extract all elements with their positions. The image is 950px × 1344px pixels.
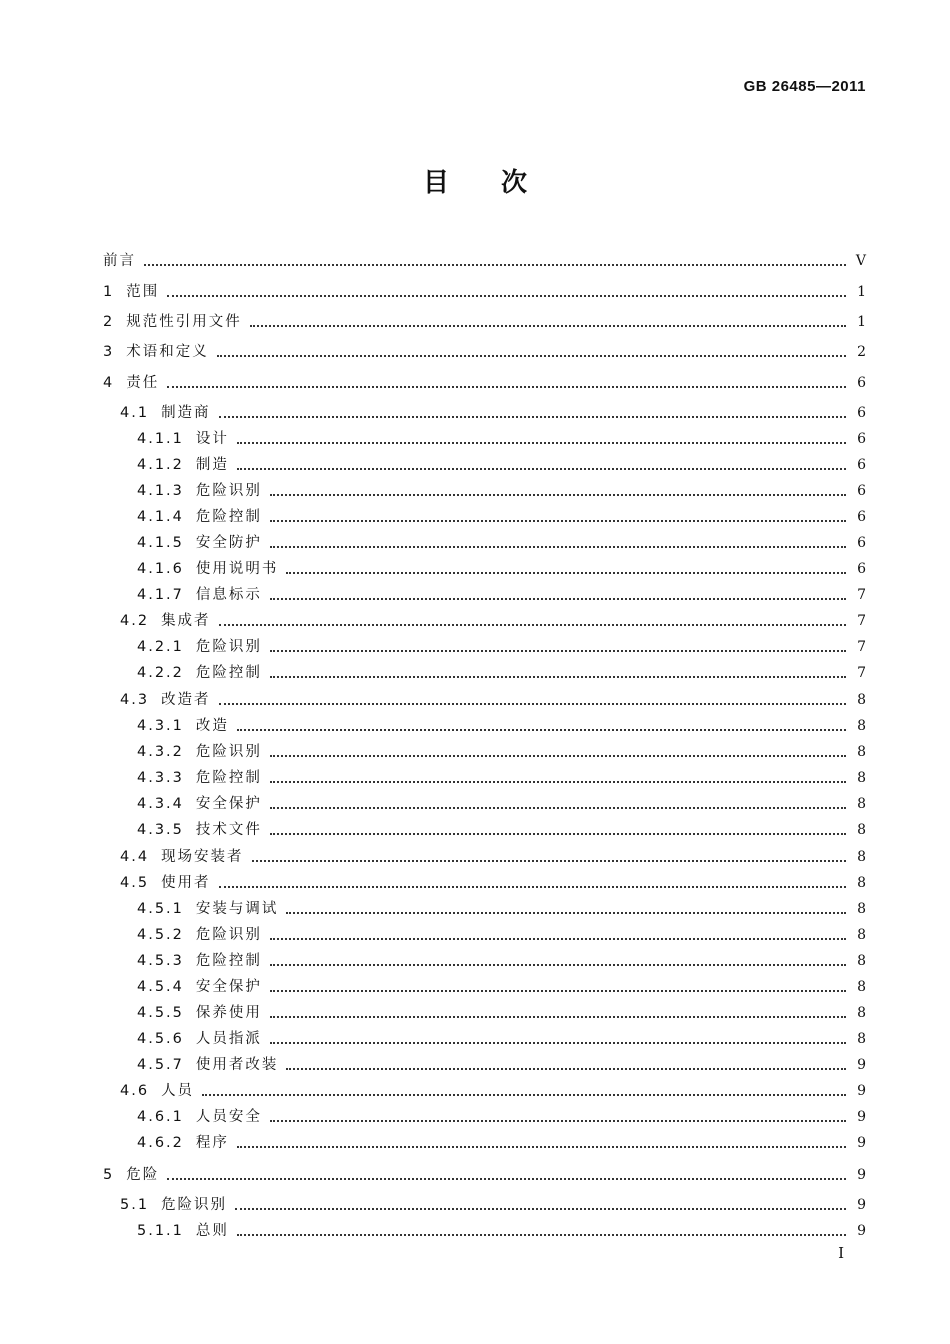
toc-dot-leader xyxy=(270,1015,846,1018)
toc-dot-leader xyxy=(286,1067,846,1070)
toc-entry-number: 4.5.7 xyxy=(137,1057,184,1073)
toc-entry-title: 使用说明书 xyxy=(195,561,279,577)
toc-entry[interactable] xyxy=(120,685,866,709)
toc-entry[interactable] xyxy=(120,1190,866,1214)
toc-entry-title: 安装与调试 xyxy=(195,901,279,917)
toc-dot-leader xyxy=(237,441,846,444)
toc-entry-number: 4.5.3 xyxy=(137,953,184,969)
toc-entry-page: 9 xyxy=(857,1197,866,1213)
toc-entry[interactable] xyxy=(103,368,866,392)
toc-entry[interactable] xyxy=(137,1102,866,1126)
toc-entry-title: 信息标示 xyxy=(195,587,262,603)
toc-entry-page: 6 xyxy=(857,405,866,421)
toc-entry-title: 使用者 xyxy=(161,875,211,891)
toc-entry-title: 安全保护 xyxy=(195,796,262,812)
toc-dot-leader xyxy=(286,571,846,574)
toc-dot-leader xyxy=(167,385,846,388)
toc-entry-number: 5.1 xyxy=(120,1197,150,1213)
toc-entry[interactable] xyxy=(137,450,866,474)
page-number: I xyxy=(838,1244,844,1262)
toc-entry-title: 责任 xyxy=(126,375,160,391)
toc-entry-number: 4.5.4 xyxy=(137,979,184,995)
toc-entry-page: 9 xyxy=(857,1223,866,1239)
toc-entry[interactable] xyxy=(120,868,866,892)
toc-entry-title: 人员 xyxy=(161,1083,195,1099)
toc-entry-title: 使用者改装 xyxy=(195,1057,279,1073)
toc-entry-title: 危险识别 xyxy=(161,1197,228,1213)
toc-entry-title: 危险控制 xyxy=(195,509,262,525)
toc-entry-page: 8 xyxy=(857,927,866,943)
toc-dot-leader xyxy=(286,911,846,914)
toc-entry-number: 4.1.7 xyxy=(137,587,184,603)
toc-entry-number: 4.1 xyxy=(120,405,150,421)
toc-entry-page: 9 xyxy=(857,1109,866,1125)
toc-entry-page: 8 xyxy=(857,718,866,734)
toc-entry-page: 6 xyxy=(857,457,866,473)
toc-entry-page: 1 xyxy=(857,284,866,300)
toc-entry-title: 术语和定义 xyxy=(126,344,209,360)
toc-entry-number: 4.1.4 xyxy=(137,509,184,525)
toc-dot-leader xyxy=(270,1041,846,1044)
toc-entry-title: 安全保护 xyxy=(195,979,262,995)
toc-entry-title: 现场安装者 xyxy=(161,849,244,865)
toc-entry-number: 4.2 xyxy=(120,613,150,629)
toc-entry-page: 8 xyxy=(857,953,866,969)
toc-entry-page: 9 xyxy=(857,1057,866,1073)
toc-entry[interactable] xyxy=(137,763,866,787)
toc-entry-number: 4.1.3 xyxy=(137,483,184,499)
toc-entry-page: V xyxy=(855,253,866,269)
toc-entry-number: 4.1.1 xyxy=(137,431,184,447)
toc-entry-page: 9 xyxy=(857,1135,866,1151)
toc-entry-page: 8 xyxy=(857,770,866,786)
toc-dot-leader xyxy=(217,354,846,357)
toc-entry-title: 危险控制 xyxy=(195,953,262,969)
toc-entry-number: 4.4 xyxy=(120,849,150,865)
toc-entry-page: 8 xyxy=(857,692,866,708)
toc-entry[interactable] xyxy=(137,920,866,944)
toc-entry-title: 危险识别 xyxy=(195,927,262,943)
toc-entry[interactable] xyxy=(120,842,866,866)
toc-dot-leader xyxy=(219,702,846,705)
toc-dot-leader xyxy=(270,963,846,966)
standard-code: GB 26485—2011 xyxy=(743,78,866,95)
toc-entry-title: 人员指派 xyxy=(195,1031,262,1047)
toc-entry-title: 前言 xyxy=(103,253,136,269)
toc-entry-page: 6 xyxy=(857,431,866,447)
toc-entry-number: 4.3 xyxy=(120,692,150,708)
toc-entry-number: 4.5.1 xyxy=(137,901,184,917)
toc-entry-page: 8 xyxy=(857,744,866,760)
toc-dot-leader xyxy=(270,754,846,757)
toc-entry-page: 8 xyxy=(857,979,866,995)
toc-entry[interactable] xyxy=(137,1128,866,1152)
toc-entry-page: 1 xyxy=(857,314,866,330)
toc-dot-leader xyxy=(219,415,846,418)
toc-entry-title: 总则 xyxy=(195,1223,229,1239)
toc-entry[interactable] xyxy=(137,1024,866,1048)
toc-entry-number: 4.3.1 xyxy=(137,718,184,734)
toc-entry-number: 4.6.2 xyxy=(137,1135,184,1151)
toc-entry[interactable] xyxy=(103,337,866,361)
toc-dot-leader xyxy=(270,519,846,522)
toc-dot-leader xyxy=(235,1207,846,1210)
toc-entry[interactable] xyxy=(137,632,866,656)
toc-entry-title: 集成者 xyxy=(161,613,211,629)
toc-entry-page: 6 xyxy=(857,375,866,391)
toc-entry[interactable] xyxy=(137,554,866,578)
toc-entry-page: 8 xyxy=(857,822,866,838)
toc-entry-title: 危险控制 xyxy=(195,665,262,681)
toc-dot-leader xyxy=(270,597,846,600)
toc-entry-number: 4.6 xyxy=(120,1083,150,1099)
toc-entry-page: 8 xyxy=(857,901,866,917)
toc-entry-title: 人员安全 xyxy=(195,1109,262,1125)
toc-entry[interactable] xyxy=(137,737,866,761)
toc-entry-page: 8 xyxy=(857,796,866,812)
toc-entry-page: 8 xyxy=(857,1005,866,1021)
toc-entry-title: 规范性引用文件 xyxy=(126,314,242,330)
toc-entry[interactable] xyxy=(137,946,866,970)
toc-entry[interactable] xyxy=(137,502,866,526)
toc-heading: 目次 xyxy=(422,168,579,198)
toc-entry-number: 3 xyxy=(103,344,115,360)
toc-entry-page: 9 xyxy=(857,1083,866,1099)
toc-dot-leader xyxy=(252,859,846,862)
toc-entry[interactable] xyxy=(137,894,866,918)
toc-entry-page: 8 xyxy=(857,1031,866,1047)
toc-dot-leader xyxy=(202,1093,846,1096)
toc-dot-leader xyxy=(167,1177,846,1180)
toc-entry[interactable] xyxy=(137,1216,866,1240)
toc-entry[interactable] xyxy=(120,398,866,422)
toc-entry-title: 保养使用 xyxy=(195,1005,262,1021)
toc-dot-leader xyxy=(270,1119,846,1122)
toc-entry-number: 4.5.5 xyxy=(137,1005,184,1021)
toc-entry-number: 2 xyxy=(103,314,115,330)
toc-dot-leader xyxy=(270,649,846,652)
toc-entry-number: 4.5.6 xyxy=(137,1031,184,1047)
toc-entry-title: 制造 xyxy=(195,457,229,473)
toc-entry-title: 设计 xyxy=(195,431,229,447)
toc-entry-number: 4.5.2 xyxy=(137,927,184,943)
toc-entry-number: 5 xyxy=(103,1167,115,1183)
toc-entry-page: 7 xyxy=(857,587,866,603)
toc-entry-page: 6 xyxy=(857,509,866,525)
toc-entry-page: 7 xyxy=(857,665,866,681)
toc-entry[interactable] xyxy=(137,998,866,1022)
toc-entry[interactable] xyxy=(137,815,866,839)
toc-dot-leader xyxy=(270,832,846,835)
toc-entry[interactable] xyxy=(103,277,866,301)
toc-entry-number: 4.5 xyxy=(120,875,150,891)
toc-entry-page: 8 xyxy=(857,875,866,891)
toc-entry-number: 4.3.4 xyxy=(137,796,184,812)
toc-dot-leader xyxy=(270,806,846,809)
toc-entry[interactable] xyxy=(137,476,866,500)
toc-entry[interactable] xyxy=(120,606,866,630)
toc-entry-title: 程序 xyxy=(195,1135,229,1151)
toc-entry-page: 6 xyxy=(857,535,866,551)
toc-entry[interactable] xyxy=(137,580,866,604)
toc-entry-title: 危险识别 xyxy=(195,744,262,760)
toc-entry-title: 安全防护 xyxy=(195,535,262,551)
toc-entry[interactable] xyxy=(137,972,866,996)
toc-entry-number: 4.3.3 xyxy=(137,770,184,786)
toc-entry-number: 4.3.2 xyxy=(137,744,184,760)
toc-entry[interactable] xyxy=(137,528,866,552)
toc-entry-page: 2 xyxy=(857,344,866,360)
toc-entry-number: 4.1.5 xyxy=(137,535,184,551)
toc-dot-leader xyxy=(167,294,846,297)
toc-entry-title: 改造者 xyxy=(161,692,211,708)
toc-entry[interactable] xyxy=(137,711,866,735)
toc-entry[interactable] xyxy=(137,658,866,682)
toc-dot-leader xyxy=(237,1233,846,1236)
toc-entry-page: 6 xyxy=(857,483,866,499)
toc-dot-leader xyxy=(237,728,846,731)
toc-entry[interactable] xyxy=(137,1050,866,1074)
toc-entry[interactable] xyxy=(103,246,866,270)
toc-dot-leader xyxy=(144,263,846,266)
toc-entry[interactable] xyxy=(103,1160,866,1184)
toc-entry-page: 7 xyxy=(857,613,866,629)
toc-entry-number: 4.1.6 xyxy=(137,561,184,577)
toc-entry-page: 8 xyxy=(857,849,866,865)
toc-entry-title: 技术文件 xyxy=(195,822,262,838)
toc-dot-leader xyxy=(237,467,846,470)
toc-entry-title: 危险控制 xyxy=(195,770,262,786)
toc-dot-leader xyxy=(270,780,846,783)
toc-entry-page: 7 xyxy=(857,639,866,655)
toc-entry-title: 危险识别 xyxy=(195,639,262,655)
toc-dot-leader xyxy=(270,545,846,548)
toc-entry-number: 4.2.2 xyxy=(137,665,184,681)
toc-dot-leader xyxy=(237,1145,846,1148)
toc-entry-number: 4 xyxy=(103,375,115,391)
toc-entry[interactable] xyxy=(103,307,866,331)
toc-dot-leader xyxy=(270,493,846,496)
toc-entry-number: 4.3.5 xyxy=(137,822,184,838)
toc-entry-title: 危险 xyxy=(126,1167,160,1183)
toc-dot-leader xyxy=(270,675,846,678)
toc-entry-number: 4.6.1 xyxy=(137,1109,184,1125)
toc-entry-title: 改造 xyxy=(195,718,229,734)
toc-entry[interactable] xyxy=(137,424,866,448)
toc-dot-leader xyxy=(219,623,846,626)
toc-entry-number: 1 xyxy=(103,284,115,300)
toc-entry-title: 范围 xyxy=(126,284,160,300)
toc-dot-leader xyxy=(270,937,846,940)
toc-entry-number: 4.2.1 xyxy=(137,639,184,655)
toc-entry-number: 5.1.1 xyxy=(137,1223,184,1239)
toc-entry-page: 6 xyxy=(857,561,866,577)
toc-dot-leader xyxy=(250,324,846,327)
toc-entry-title: 制造商 xyxy=(161,405,211,421)
toc-entry-number: 4.1.2 xyxy=(137,457,184,473)
toc-entry[interactable] xyxy=(120,1076,866,1100)
toc-entry-title: 危险识别 xyxy=(195,483,262,499)
toc-entry[interactable] xyxy=(137,789,866,813)
toc-dot-leader xyxy=(219,885,846,888)
toc-dot-leader xyxy=(270,989,846,992)
toc-entry-page: 9 xyxy=(857,1167,866,1183)
